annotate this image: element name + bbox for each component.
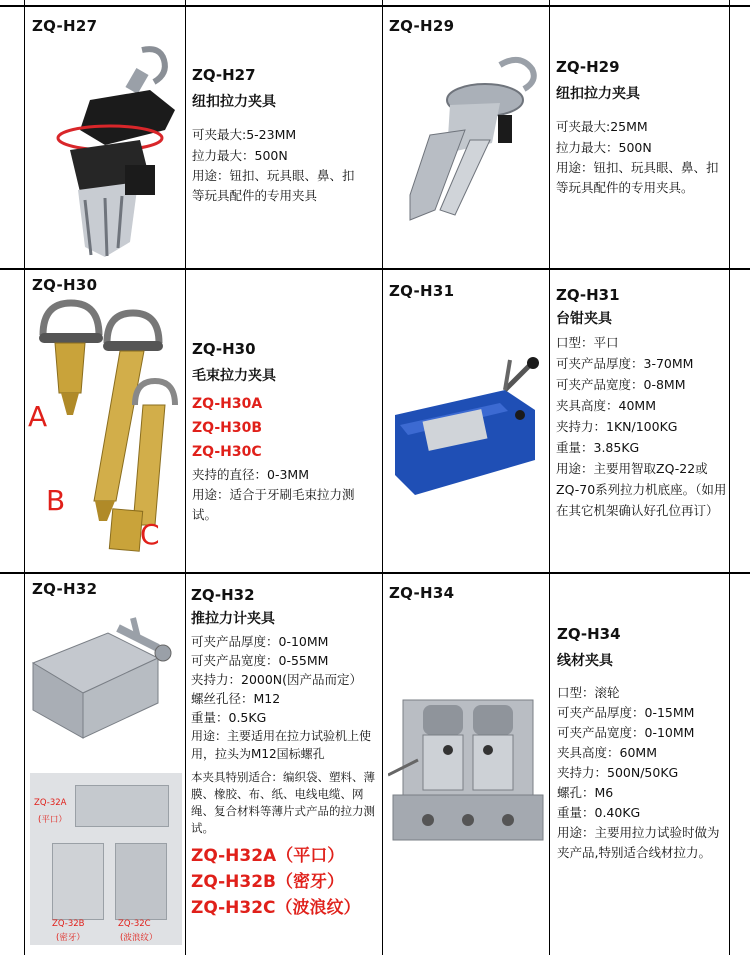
h31-spec-3: 可夹产品宽度：0-8MM (556, 377, 686, 392)
h27-image-code: ZQ-H27 (32, 17, 98, 35)
h30-variant-a: ZQ-H30A (192, 396, 263, 412)
h34-image-code: ZQ-H34 (389, 584, 455, 602)
h34-usage: 用途：主要用拉力试验时做为夹产品,特别适合线材拉力。 (557, 825, 720, 860)
h27-name: 纽扣拉力夹具 (192, 94, 276, 110)
h31-spec-2: 可夹产品厚度：3-70MM (556, 356, 694, 371)
h34-spec-7: 重量：0.40KG (557, 805, 641, 820)
h34-spec-4: 夹具高度：60MM (557, 745, 657, 760)
h31-code: ZQ-H31 (556, 286, 620, 304)
h27-spec-2: 拉力最大：500N (192, 148, 288, 163)
h32-plate-c-type: (波浪纹） (120, 933, 158, 943)
h27-spec-1: 可夹最大:5-23MM (192, 127, 297, 142)
h31-image-code: ZQ-H31 (389, 282, 455, 300)
h32-plate-a-code: ZQ-32A (34, 798, 67, 808)
h31-name: 台钳夹具 (556, 311, 612, 327)
h31-spec-1: 口型：平口 (556, 335, 619, 350)
h27-code: ZQ-H27 (192, 66, 256, 84)
h30-bristle-clamp-image (25, 295, 185, 565)
h30-image-code: ZQ-H30 (32, 276, 98, 294)
h32-push-pull-clamp-image (28, 608, 183, 763)
h31-spec-6: 重量：3.85KG (556, 440, 640, 455)
h32-variant-a: ZQ-H32A（平口） (191, 846, 345, 866)
h30-variant-b: ZQ-H30B (192, 420, 262, 436)
h32-plate-b (52, 843, 104, 920)
h32-name: 推拉力计夹具 (191, 611, 275, 627)
h31-spec-4: 夹具高度：40MM (556, 398, 656, 413)
h32-spec-5: 重量：0.5KG (191, 710, 267, 725)
table-divider-1 (185, 0, 186, 955)
h34-spec-1: 口型：滚轮 (557, 685, 620, 700)
h32-usage: 用途：主要适用在拉力试验机上使用，拉头为M12国标螺孔 (191, 729, 372, 761)
h32-plate-a (75, 785, 169, 827)
h32-spec-3: 夹持力：2000N(因产品而定） (191, 672, 363, 687)
h34-description (557, 625, 732, 863)
h30-code: ZQ-H30 (192, 340, 256, 358)
h32-note: 本夹具特别适合：编织袋、塑料、薄膜、橡胶、布、纸、电线电缆、网绳、复合材料等薄片式产品的拉力测试。 (191, 770, 375, 835)
h31-spec-5: 夹持力：1KN/100KG (556, 419, 678, 434)
h34-spec-3: 可夹产品宽度：0-10MM (557, 725, 695, 740)
table-divider-3 (549, 0, 550, 955)
h34-wire-clamp-image (388, 690, 546, 860)
h30-label-c: C (140, 518, 160, 551)
h31-usage: 用途：主要用智取ZQ-22或ZQ-70系列拉力机底座。（如用在其它机架确认好孔位再订） (556, 461, 727, 518)
h34-name: 线材夹具 (557, 653, 613, 669)
h32-plate-c-code: ZQ-32C (118, 919, 151, 929)
h30-variant-c: ZQ-H30C (192, 444, 262, 460)
h32-code: ZQ-H32 (191, 586, 255, 604)
h34-spec-6: 螺孔：M6 (557, 785, 614, 800)
h30-label-b: B (46, 484, 66, 517)
h32-variant-b: ZQ-H32B（密牙） (191, 872, 344, 892)
table-divider-2 (382, 0, 383, 955)
table-row-line-2 (0, 572, 750, 574)
h29-image-code: ZQ-H29 (389, 17, 455, 35)
h34-spec-5: 夹持力：500N/50KG (557, 765, 679, 780)
h32-plates-photo (30, 773, 182, 945)
h32-spec-2: 可夹产品宽度：0-55MM (191, 653, 329, 668)
h29-name: 纽扣拉力夹具 (556, 86, 640, 102)
h34-code: ZQ-H34 (557, 625, 621, 643)
h30-spec-1: 夹持的直径：0-3MM (192, 467, 309, 482)
h30-usage: 用途：适合于牙刷毛束拉力测试。 (192, 487, 355, 522)
h32-spec-1: 可夹产品厚度：0-10MM (191, 634, 329, 649)
h27-description (192, 66, 377, 206)
h32-image-code: ZQ-H32 (32, 580, 98, 598)
h32-plate-c (115, 843, 167, 920)
table-row-line-top (0, 5, 750, 7)
table-row-line-1 (0, 268, 750, 270)
h31-vise-image (385, 355, 547, 495)
h32-plate-a-type: (平口） (38, 815, 67, 825)
h29-spec-1: 可夹最大:25MM (556, 119, 648, 134)
h30-description (192, 340, 377, 525)
h29-code: ZQ-H29 (556, 58, 620, 76)
h29-description (556, 58, 726, 198)
h30-label-a: A (28, 400, 48, 433)
h27-button-clamp-image (30, 40, 180, 260)
h32-plate-b-code: ZQ-32B (52, 919, 85, 929)
h31-description (556, 286, 732, 521)
h34-spec-2: 可夹产品厚度：0-15MM (557, 705, 695, 720)
h27-usage: 用途：钮扣、玩具眼、鼻、扣等玩具配件的专用夹具 (192, 168, 355, 203)
h32-description (191, 586, 381, 921)
h29-spec-2: 拉力最大：500N (556, 140, 652, 155)
h29-usage: 用途：钮扣、玩具眼、鼻、扣等玩具配件的专用夹具。 (556, 160, 719, 195)
h29-button-clamp-image (390, 45, 545, 225)
h30-name: 毛束拉力夹具 (192, 368, 276, 384)
h32-spec-4: 螺丝孔径：M12 (191, 691, 281, 706)
h32-plate-b-type: (密牙） (56, 933, 85, 943)
h32-variant-c: ZQ-H32C（波浪纹） (191, 898, 361, 918)
